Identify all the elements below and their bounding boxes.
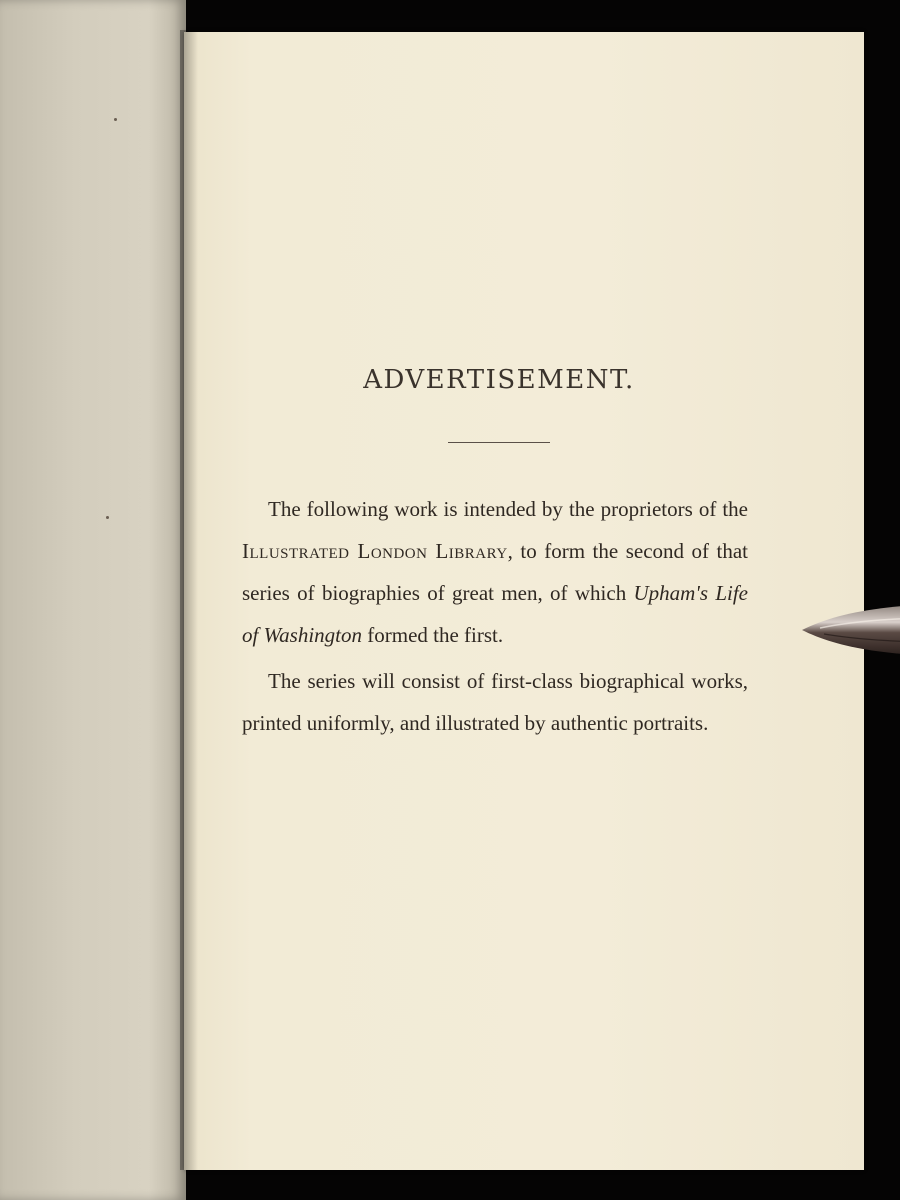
book-reference: Upham's Life of Washington — [242, 581, 748, 647]
gutter-shadow — [180, 30, 198, 1170]
paragraph-1-text-a: The following work is intended by the proprietors of the — [268, 497, 748, 521]
paper-speck — [114, 118, 117, 121]
paragraph-2: The series will consist of first-class biographical works, printed uniformly, and illustrated by authentic portraits. — [242, 669, 748, 735]
paragraph-1-text-b: , to form the second of that series of biographies of great men, of which — [242, 539, 749, 605]
paragraph-1 — [242, 488, 748, 656]
right-page — [184, 32, 864, 1170]
advertisement-body — [242, 488, 748, 748]
paper-speck — [106, 516, 109, 519]
title-rule — [448, 442, 550, 443]
paragraph-1-text-c: formed the first. — [362, 623, 504, 647]
left-page-edge — [0, 0, 186, 1200]
metal-pointer-icon — [800, 602, 900, 658]
library-name: Illustrated London Library — [242, 539, 508, 563]
page-title: ADVERTISEMENT. — [363, 365, 635, 395]
